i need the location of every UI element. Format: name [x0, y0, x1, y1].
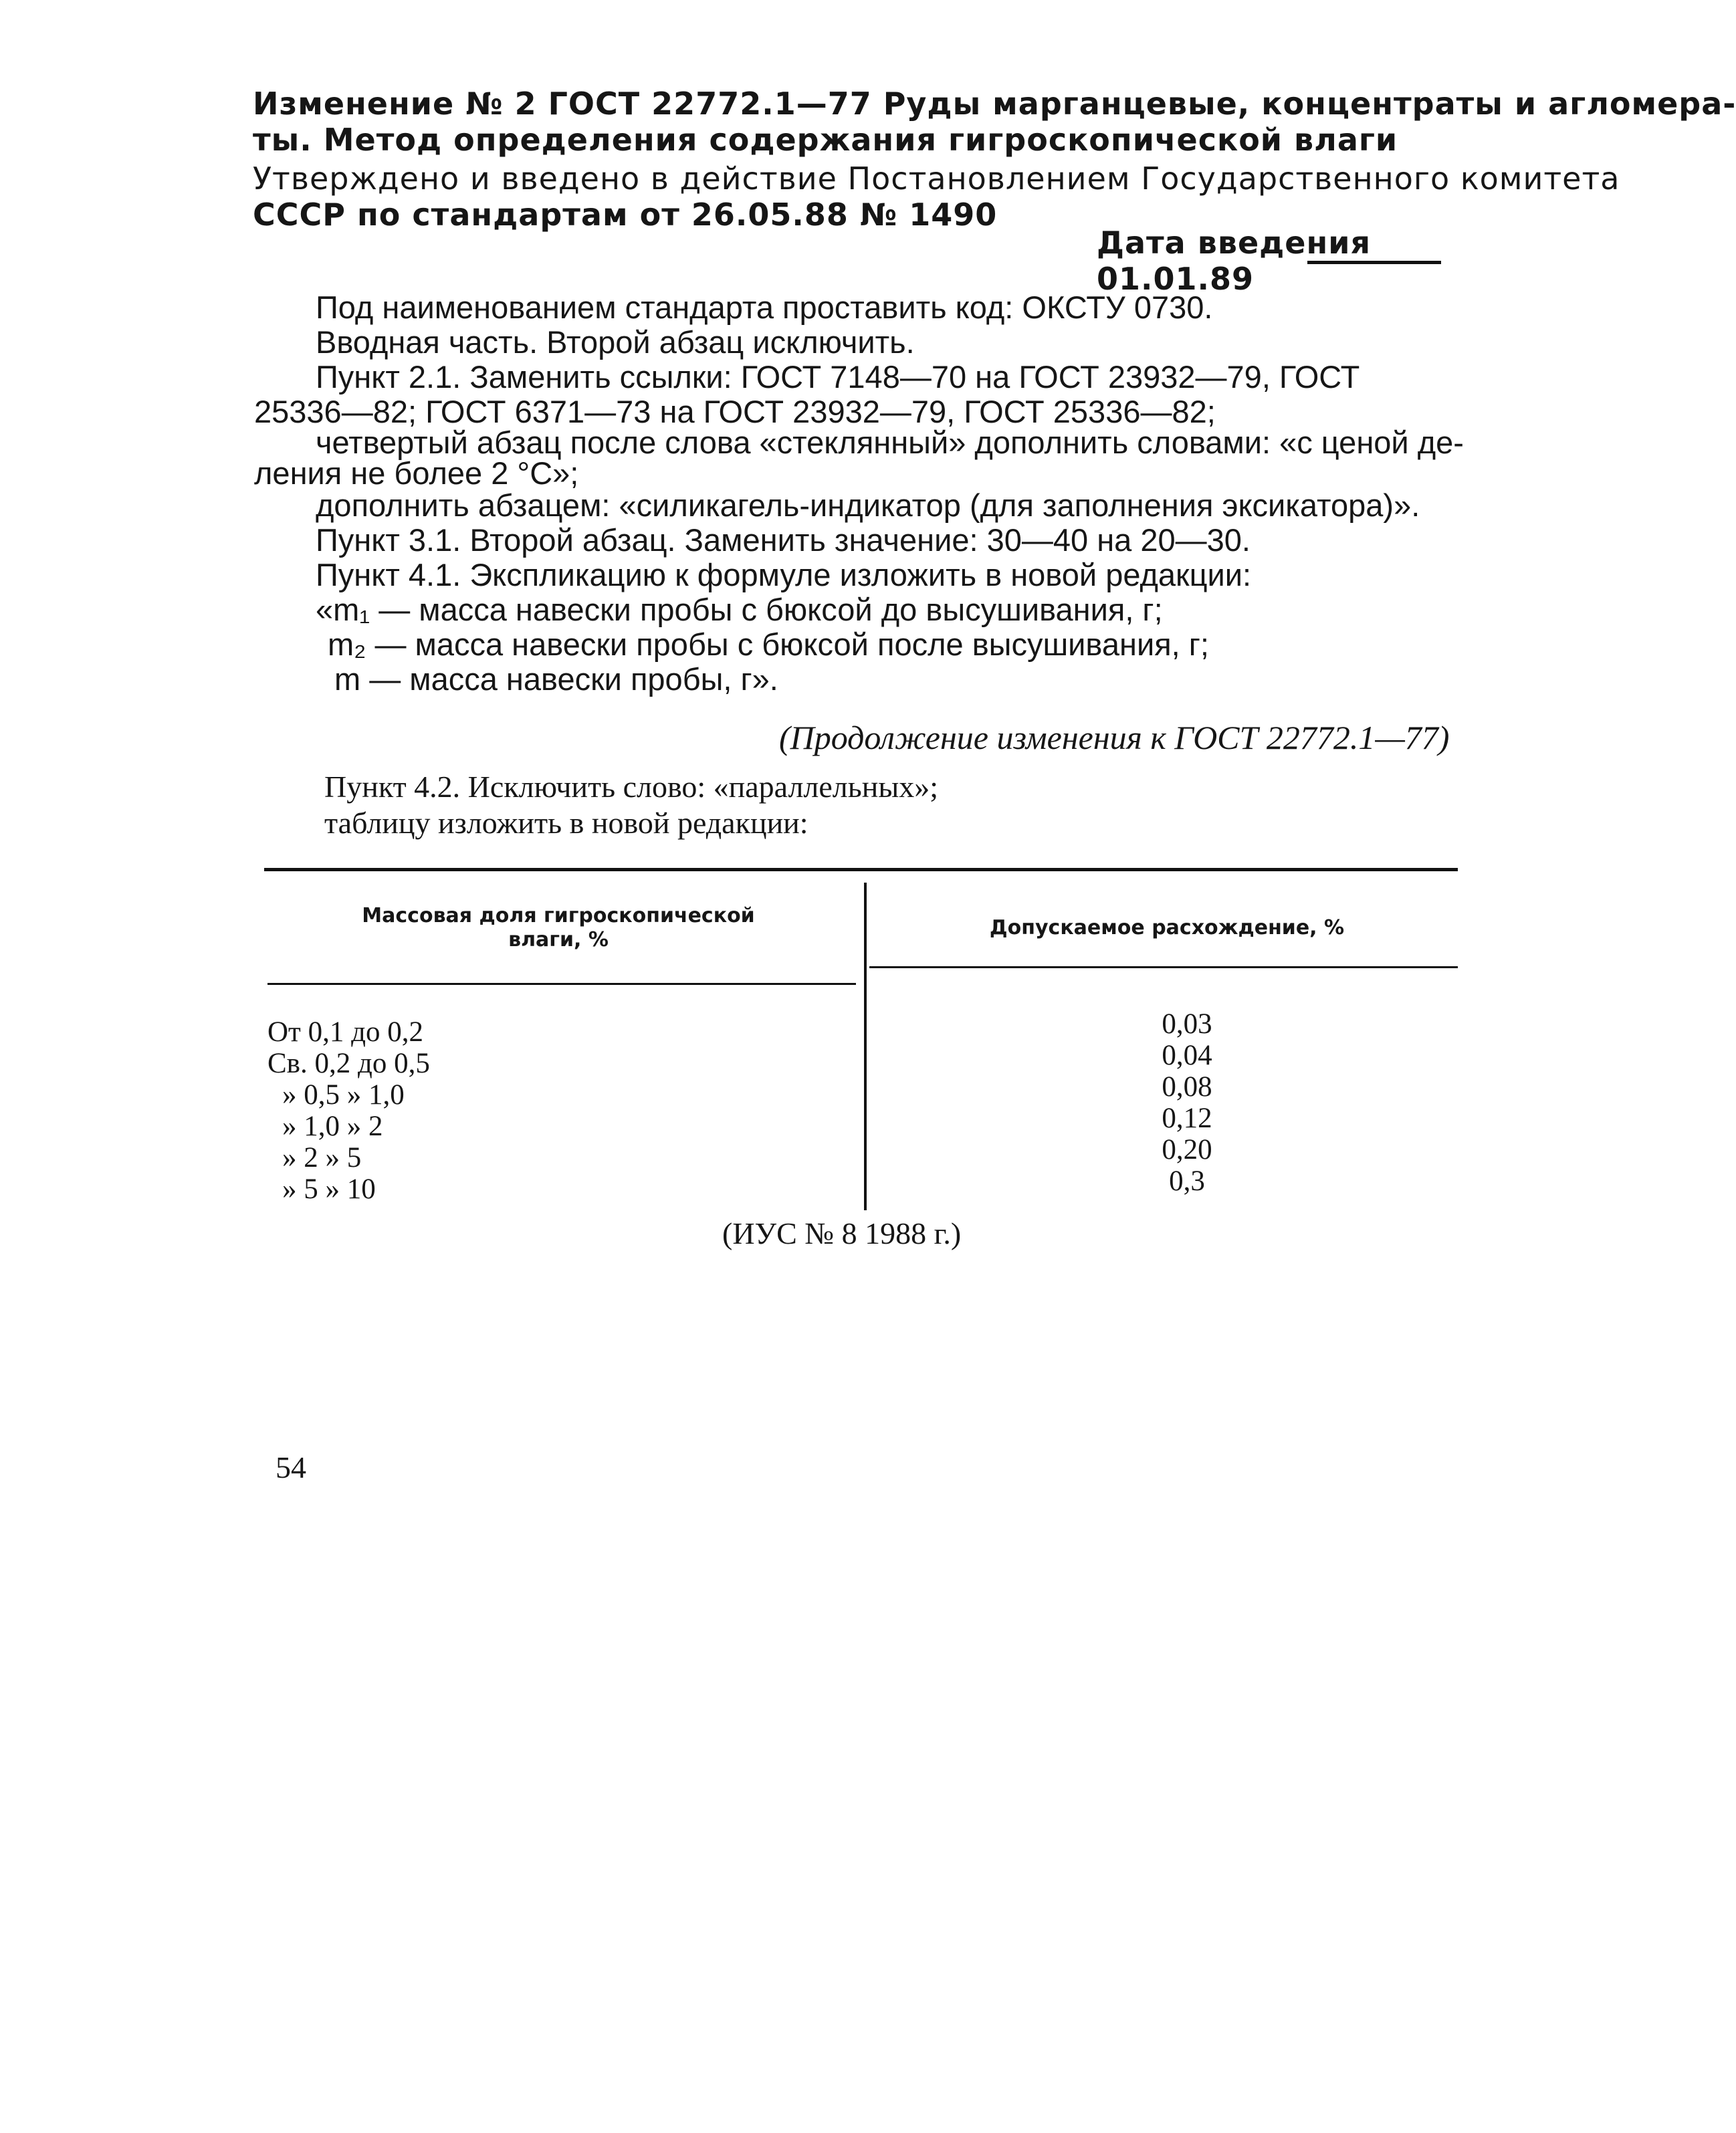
- body-text: [316, 290, 1360, 395]
- table-header-col1: [267, 904, 849, 952]
- body-line-3: Пункт 2.1. Заменить ссылки: ГОСТ 7148—70 на ГОСТ 23932—79, ГОСТ: [316, 359, 1360, 395]
- table-row-value: 0,20: [1162, 1134, 1212, 1165]
- table-ranges: [267, 1016, 430, 1205]
- table-row-value: 0,12: [1162, 1103, 1212, 1134]
- section-4-2: [324, 769, 938, 841]
- page-number: 54: [276, 1450, 306, 1484]
- body-line-9: Пункт 4.1. Экспликацию к формуле изложить в новой редакции:: [316, 557, 1252, 592]
- table-row-range: От 0,1 до 0,2: [267, 1016, 423, 1048]
- body-line-7: дополнить абзацем: «силикагель-индикатор (для заполнения эксикатора)».: [316, 487, 1420, 523]
- table-row-value: 0,08: [1162, 1071, 1212, 1103]
- table-header-rule-right: [869, 966, 1458, 968]
- table-row-range: » 0,5 » 1,0: [282, 1079, 405, 1111]
- body-line-10: «m₁ — масса навески пробы с бюксой до высушивания, г;: [316, 592, 1163, 627]
- document-header: [253, 86, 1736, 158]
- header-line-1: Изменение № 2 ГОСТ 22772.1—77 Руды марганцевые, концентраты и агломера-: [253, 86, 1736, 122]
- effective-date: Дата введения 01.01.89: [1097, 225, 1372, 297]
- body-line-1: Под наименованием стандарта проставить код: ОКСТУ 0730.: [316, 290, 1213, 325]
- table-row-range: » 2 » 5: [282, 1142, 362, 1173]
- col1-header-line-1: Массовая доля гигроскопической: [362, 904, 755, 927]
- date-underline: [1307, 261, 1441, 264]
- body-line-11: m₂ — масса навески пробы с бюксой после высушивания, г;: [328, 627, 1209, 662]
- approval-line-1: Утверждено и введено в действие Постановлением Государственного комитета: [253, 160, 1620, 197]
- body-line-2: Вводная часть. Второй абзац исключить.: [316, 324, 915, 360]
- table-row-range: » 5 » 10: [282, 1173, 376, 1205]
- col1-header-line-2: влаги, %: [508, 928, 609, 951]
- approval-block: [253, 160, 1620, 233]
- table-row-range: Св. 0,2 до 0,5: [267, 1048, 430, 1079]
- table-values: [1147, 1008, 1227, 1197]
- body-line-12: m — масса навески пробы, г».: [334, 661, 778, 697]
- table-header-rule-left: [267, 983, 856, 985]
- table-row-value: 0,03: [1162, 1008, 1212, 1040]
- header-line-2: ты. Метод определения содержания гигроскопической влаги: [253, 122, 1398, 158]
- body-line-6: ления не более 2 °С»;: [254, 455, 579, 491]
- continuation-note: (Продолжение изменения к ГОСТ 22772.1—77): [779, 719, 1450, 756]
- approval-line-2: СССР по стандартам от 26.05.88 № 1490: [253, 197, 998, 233]
- section-line-2: таблицу изложить в новой редакции:: [324, 806, 808, 840]
- body-line-4: 25336—82; ГОСТ 6371—73 на ГОСТ 23932—79, ГОСТ 25336—82;: [254, 394, 1216, 429]
- table-column-divider: [864, 883, 867, 1210]
- table-row-range: » 1,0 » 2: [282, 1111, 383, 1142]
- table-row-value: 0,04: [1162, 1040, 1212, 1071]
- source-note: (ИУС № 8 1988 г.): [722, 1216, 962, 1250]
- table-row-value: 0,3: [1169, 1165, 1205, 1197]
- table-header-col2: Допускаемое расхождение, %: [989, 916, 1345, 939]
- body-line-5: четвертый абзац после слова «стеклянный» дополнить словами: «с ценой де-: [316, 425, 1464, 460]
- table-top-rule: [264, 868, 1458, 871]
- section-line-1: Пункт 4.2. Исключить слово: «параллельных»;: [324, 770, 939, 804]
- body-line-8: Пункт 3.1. Второй абзац. Заменить значение: 30—40 на 20—30.: [316, 522, 1251, 558]
